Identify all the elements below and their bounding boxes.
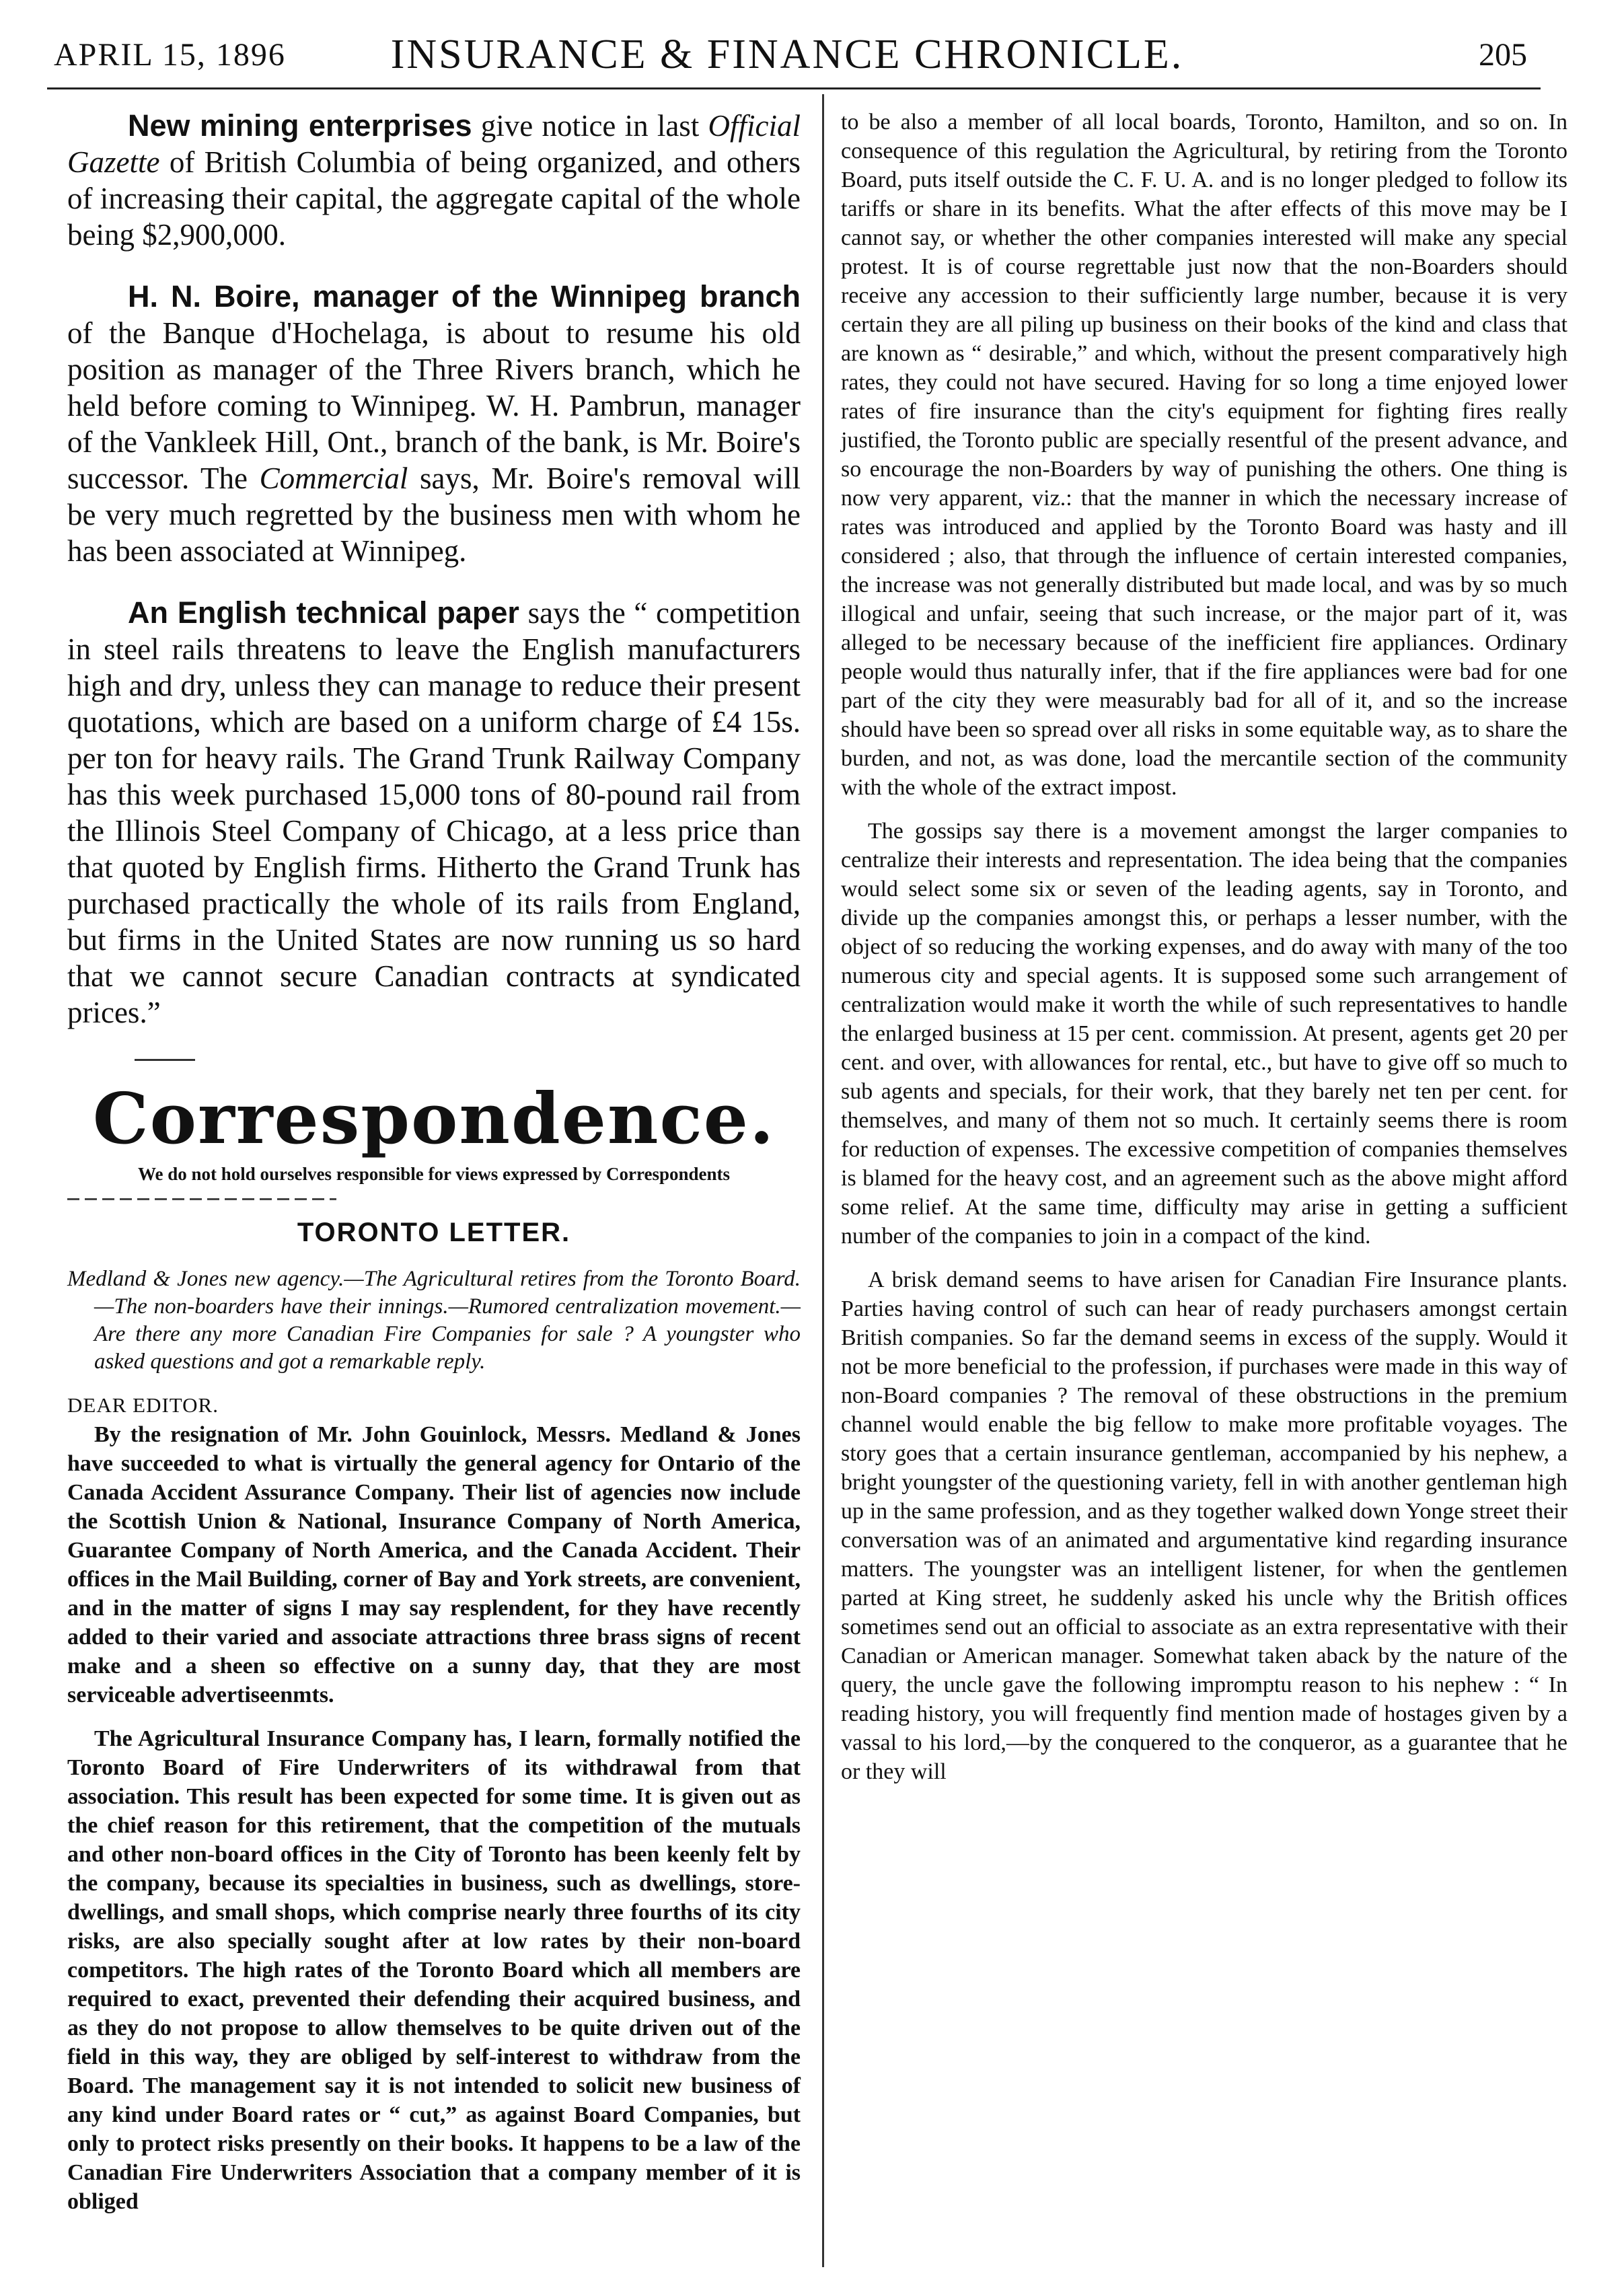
letter-paragraph: By the resignation of Mr. John Gouinlock, Messrs. Medland & Jones have succeeded to what is virtually the general agency for Ontario of the Canada Accident Assurance Company. Their list of agencies now include the Scottish Union & National, Insurance Company of North America, Guarantee Company of North America, and the Canada Accident. Their offices in the Mail Building, corner of Bay and York streets, are convenient, and in the matter of signs I may say resplendent, for they have recently added to their varied and associate attractions three brass signs of recent make and a sheen so effective on a sunny day, that they are most serviceable advertiseenmts. <box>67 1422 801 1707</box>
news-text: of the Banque d'Hochelaga, is about to resume his old position as manager of the Three Rivers branch, which he held before coming to Winnipeg. W. H. Pambrun, manager of the Vankleek Hill, Ont., branch of the bank, is Mr. Boire's successor. The <box>67 316 801 495</box>
publication-title: INSURANCE & FINANCE CHRONICLE. <box>390 32 1184 77</box>
dashed-rule <box>67 1198 336 1200</box>
right-column <box>841 108 1567 1801</box>
letter-paragraph: A brisk demand seems to have arisen for Canadian Fire Insurance plants. Parties having control of such can hear of ready purchasers amongst certain British companies. So far the demand seems in excess of the supply. Would it not be more beneficial to the profession, if purchases were made in this way of non-Board companies ? The removal of these obstructions in the premium channel would enable the big fellow to make more profitable voyages. The story goes that a certain insurance gentleman, accompanied by his nephew, a bright youngster of the questioning variety, fell in with another gentleman high up in the same profession, and as they together walked down Yonge street their conversation was of an animated and argumentative kind regarding insurance matters. The youngster was an intelligent listener, for when the gentlemen parted at King street, he suddenly asked his uncle why the British offices sometimes send out an official to associate as an extra representative with their Canadian or American manager. Somewhat taken aback by the nature of the query, the uncle gave the following impromptu reason to his nephew : “ In reading history, you will frequently find mention made of hostages given by a vassal to his lord,—by the conquered to the conqueror, as a guarantee that he or they will <box>841 1267 1567 1784</box>
issue-date: APRIL 15, 1896 <box>54 37 286 73</box>
page-header <box>47 27 1527 81</box>
letter-paragraph: to be also a member of all local boards, Toronto, Hamilton, and so on. In consequence of this regulation the Agricultural, by retiring from the Toronto Board, puts itself outside the C. F. U. A. and is no longer pledged to follow its tariffs or share in its benefits. What the after effects of this move may be I cannot say, or whether the other companies interested will make any special protest. It is of course regrettable just now that the non-Boarders should receive any accession to their sufficiently large number, because it is very certain they are all piling up business on their books of the kind and class that are known as “ desirable,” and which, without the present comparatively high rates, they could not have secured. Having for so long a time enjoyed lower rates of fire insurance than the city's equipment for fighting fires really justified, the Toronto public are specially resentful of the present advance, and so encourage the non-Boarders by way of punishing the others. One thing is now very apparent, viz.: that the manner in which the necessary increase of rates was introduced and applied by the Toronto Board was hasty and ill considered ; also, that through the influence of certain interested companies, the increase was not generally distributed but made local, and was by so much illogical and unfair, seeing that such increase, or the major part of it, was alleged to be necessary because of the inefficient fire appliances. Ordinary people would thus naturally infer, that if the fire appliances were bad for one part of the city they were measurably bad for all of it, and so the increase should have been so spread over all risks in some equitable way, as to share the burden, and not, as was done, load the mercantile section of the community with the whole of the extract impost. <box>841 110 1567 800</box>
section-rule <box>135 1059 195 1061</box>
news-text: of British Columbia of being organized, and others of increasing their capital, the aggregate capital of the whole being $2,900,000. <box>67 145 801 252</box>
news-text: says the “ competition in steel rails threatens to leave the English manufacturers high and dry, unless they can manage to reduce their present quotations, which are based on a uniform charge of £4 15s. per ton for heavy rails. The Grand Trunk Railway Company has this week purchased 15,000 tons of 80-pound rail from the Illinois Steel Company of Chicago, at a less price than that quoted by English firms. Hitherto the Grand Trunk has purchased practically the whole of its rails from England, but firms in the United States are now running us so hard that we cannot secure Canadian contracts at syndicated prices.” <box>67 596 801 1029</box>
news-text: says, Mr. Boire's removal will be very much regretted by the business men with whom he has been associated at Winnipeg. <box>67 462 801 568</box>
letter-paragraph: The gossips say there is a movement amongst the larger companies to centralize their interests and representation. The idea being that the companies would select some six or seven of the leading agents, say in Toronto, and divide up the companies amongst this, or perhaps a lesser number, with the object of so reducing the working expenses, and do away with many of the too numerous city and special agents. It is supposed some such arrangement of centralization would make it worth the while of such representatives to handle the enlarged business at 15 per cent. commission. At present, agents get 20 per cent. and over, with allowances for rental, etc., but have to give off so much to sub agents and specials, for their work, that they barely net ten per cent. for themselves, and many of them not so much. It certainly seems there is room for reduction of expenses. The excessive competition of companies themselves is blamed for the heavy cost, and an agreement such as the above might afford some relief. At the same time, difficulty may arise in getting a sufficient number of the companies to join in a compact of the kind. <box>841 819 1567 1249</box>
news-lead: H. N. Boire, manager of the Winnipeg branch <box>128 279 801 314</box>
letter-title: TORONTO LETTER. <box>297 1218 571 1247</box>
news-item-steel-rails <box>67 595 801 1031</box>
news-item-boire <box>67 279 801 569</box>
news-lead: New mining enterprises <box>128 108 472 143</box>
news-item-mining <box>67 108 801 253</box>
news-lead: An English technical paper <box>128 595 519 630</box>
left-column <box>67 108 801 2231</box>
salutation: DEAR EDITOR. <box>67 1393 219 1417</box>
correspondence-disclaimer: We do not hold ourselves responsible for views expressed by Correspondents <box>137 1164 731 1184</box>
correspondence-heading: Correspondence. <box>92 1077 776 1160</box>
news-italic: Official Gazette <box>67 109 801 179</box>
page-number: 205 <box>1479 37 1527 73</box>
column-divider <box>822 94 824 2267</box>
news-text: give notice in last <box>472 109 708 143</box>
header-rule <box>47 87 1541 89</box>
letter-subtitle: Medland & Jones new agency.—The Agricultural retires from the Toronto Board.—The non-boarders have their innings.—Rumored centralization movement.—Are there any more Canadian Fire Companies for sale ? A youngster who asked questions and got a remarkable reply. <box>67 1267 801 1374</box>
letter-paragraph: The Agricultural Insurance Company has, I learn, formally notified the Toronto Board of Fire Underwriters of its withdrawal from that association. This result has been expected for some time. It is given out as the chief reason for this retirement, that the competition of the mutuals and other non-board offices in the City of Toronto has been keenly felt by the company, because its specialties in business, such as dwellings, store-dwellings, and small shops, which comprise nearly three fourths of its city risks, are also specially sought after at low rates by their non-board competitors. The high rates of the Toronto Board which all members are required to exact, prevented their defending their acquired business, and as they do not propose to allow themselves to be quite driven out of the field in this way, they are obliged by self-interest to withdraw from the Board. The management say it is not intended to solicit new business of any kind under Board rates or “ cut,” as against Board Companies, but only to protect risks presently on their books. It happens to be a law of the Canadian Fire Underwriters Association that a company member of it is obliged <box>67 1726 801 2214</box>
news-italic: Commercial <box>259 462 408 495</box>
